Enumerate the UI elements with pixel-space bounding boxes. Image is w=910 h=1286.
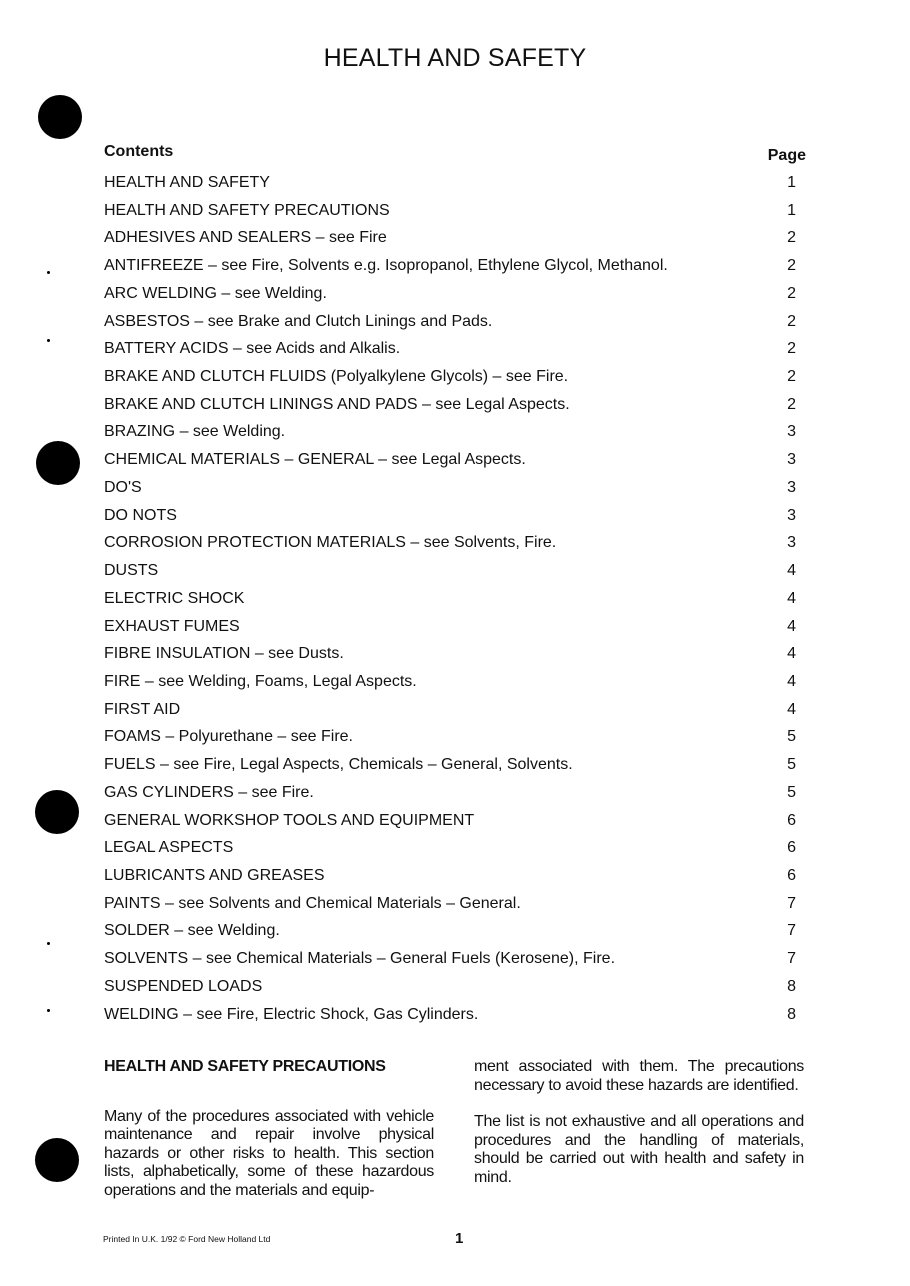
toc-entry-label: BRAKE AND CLUTCH LININGS AND PADS – see Legal Aspects. xyxy=(104,395,570,413)
precautions-right-column xyxy=(474,1058,804,1205)
toc-entry xyxy=(104,197,806,225)
toc-entry xyxy=(104,585,806,613)
toc-entry xyxy=(104,169,806,197)
toc-entry-label: HEALTH AND SAFETY PRECAUTIONS xyxy=(104,201,390,219)
scan-speck xyxy=(47,339,50,342)
page-title: HEALTH AND SAFETY xyxy=(323,44,587,72)
toc-entry-label: FIRST AID xyxy=(104,700,181,718)
toc-entry-label: FOAMS – Polyurethane – see Fire. xyxy=(104,728,353,746)
toc-entry-page: 1 xyxy=(787,174,796,191)
toc-entry xyxy=(104,557,806,585)
toc-entry-page: 2 xyxy=(787,229,796,247)
toc-entry-page: 8 xyxy=(787,1005,796,1023)
toc-entry-label: LUBRICANTS AND GREASES xyxy=(104,866,325,884)
toc-entry-page: 8 xyxy=(787,977,796,995)
scan-speck xyxy=(47,942,50,945)
precautions-paragraph-1-end: ment associated with them. The precautions necessary to avoid these hazards are identified. xyxy=(474,1058,804,1094)
toc-entry-label: DO NOTS xyxy=(104,506,177,524)
toc-entry-page: 4 xyxy=(787,562,796,580)
toc-entry-page: 4 xyxy=(787,617,796,635)
toc-entry-label: DO'S xyxy=(104,478,142,496)
toc-entry xyxy=(104,668,806,696)
toc-entry xyxy=(104,308,806,336)
toc-entry-page: 7 xyxy=(787,894,796,912)
toc-entry xyxy=(104,640,806,668)
toc-entry xyxy=(104,917,806,945)
punch-hole xyxy=(38,95,82,139)
toc-entry xyxy=(104,502,806,530)
toc-entry-page: 3 xyxy=(787,534,796,552)
toc-entry-label: SOLVENTS – see Chemical Materials – General Fuels (Kerosene), Fire. xyxy=(104,950,616,968)
toc-entry-label: HEALTH AND SAFETY xyxy=(104,174,270,191)
toc-entry-page: 3 xyxy=(787,478,796,496)
toc-entry xyxy=(104,613,806,641)
toc-entry-page: 5 xyxy=(787,728,796,746)
toc-header xyxy=(104,141,806,169)
toc-entry-page: 2 xyxy=(787,257,796,275)
toc-entry xyxy=(104,779,806,807)
contents-heading: Contents xyxy=(104,143,174,160)
toc-entry xyxy=(104,945,806,973)
page-number: 1 xyxy=(455,1230,464,1247)
toc-entry-page: 6 xyxy=(787,811,796,829)
toc-entry-label: SUSPENDED LOADS xyxy=(104,977,263,995)
toc-entry-page: 6 xyxy=(787,866,796,884)
toc-entry-label: ELECTRIC SHOCK xyxy=(104,589,245,607)
toc-entry xyxy=(104,280,806,308)
precautions-heading: HEALTH AND SAFETY PRECAUTIONS xyxy=(104,1058,386,1075)
toc-entry xyxy=(104,446,806,474)
toc-entry xyxy=(104,696,806,724)
toc-entry xyxy=(104,973,806,1001)
toc-entry-page: 4 xyxy=(787,672,796,690)
page-heading: Page xyxy=(767,147,806,164)
toc-entry-label: DUSTS xyxy=(104,562,159,580)
toc-entry-page: 3 xyxy=(787,423,796,441)
toc-entry-page: 1 xyxy=(787,201,796,219)
toc-entry-label: BRAZING – see Welding. xyxy=(104,423,286,441)
toc-entry-page: 4 xyxy=(787,700,796,718)
toc-entry-page: 2 xyxy=(787,312,796,330)
toc-entry-page: 6 xyxy=(787,839,796,857)
toc-entry-page: 3 xyxy=(787,506,796,524)
printed-notice: Printed In U.K. 1/92 © Ford New Holland Ltd xyxy=(103,1234,271,1244)
toc-entry-label: FIBRE INSULATION – see Dusts. xyxy=(104,645,344,663)
toc-entry xyxy=(104,363,806,391)
toc-entry-page: 5 xyxy=(787,783,796,801)
toc-entry-label: FUELS – see Fire, Legal Aspects, Chemicals – General, Solvents. xyxy=(104,756,573,774)
toc-entry xyxy=(104,335,806,363)
toc-entry xyxy=(104,529,806,557)
toc-entry-label: ARC WELDING – see Welding. xyxy=(104,284,327,302)
toc-entry-label: ADHESIVES AND SEALERS – see Fire xyxy=(104,229,387,247)
toc-entry-label: LEGAL ASPECTS xyxy=(104,839,234,857)
toc-entry xyxy=(104,418,806,446)
toc-entry xyxy=(104,890,806,918)
toc-entry-page: 5 xyxy=(787,756,796,774)
punch-hole xyxy=(36,441,80,485)
toc-entry-page: 7 xyxy=(787,950,796,968)
toc-entry-label: PAINTS – see Solvents and Chemical Materials – General. xyxy=(104,894,521,912)
precautions-left-column xyxy=(104,1058,434,1218)
toc-entry-label: BRAKE AND CLUTCH FLUIDS (Polyalkylene Glycols) – see Fire. xyxy=(104,368,569,386)
precautions-paragraph-2: The list is not exhaustive and all operations and procedures and the handling of materials, should be carried out with health and safety in mind. xyxy=(474,1113,804,1186)
toc-entry-page: 3 xyxy=(787,451,796,469)
toc-entry xyxy=(104,224,806,252)
toc-entry-label: CHEMICAL MATERIALS – GENERAL – see Legal Aspects. xyxy=(104,451,526,469)
toc-entry-label: ANTIFREEZE – see Fire, Solvents e.g. Isopropanol, Ethylene Glycol, Methanol. xyxy=(104,257,668,275)
table-of-contents xyxy=(104,141,806,1028)
scan-speck xyxy=(47,1009,50,1012)
toc-entry-label: ASBESTOS – see Brake and Clutch Linings and Pads. xyxy=(104,312,493,330)
toc-entry xyxy=(104,751,806,779)
toc-entry-page: 7 xyxy=(787,922,796,940)
toc-entry xyxy=(104,474,806,502)
punch-hole xyxy=(35,1138,79,1182)
toc-entry xyxy=(104,252,806,280)
toc-entry-label: SOLDER – see Welding. xyxy=(104,922,280,940)
toc-entry-label: GENERAL WORKSHOP TOOLS AND EQUIPMENT xyxy=(104,811,475,829)
toc-entry-label: EXHAUST FUMES xyxy=(104,617,240,635)
toc-entry-page: 2 xyxy=(787,284,796,302)
toc-entry-page: 4 xyxy=(787,589,796,607)
toc-entry xyxy=(104,391,806,419)
toc-entry-label: CORROSION PROTECTION MATERIALS – see Solvents, Fire. xyxy=(104,534,557,552)
toc-entry-page: 4 xyxy=(787,645,796,663)
toc-entry xyxy=(104,723,806,751)
toc-entry xyxy=(104,862,806,890)
toc-entry-label: BATTERY ACIDS – see Acids and Alkalis. xyxy=(104,340,401,358)
toc-entry-label: FIRE – see Welding, Foams, Legal Aspects. xyxy=(104,672,417,690)
toc-entry-label: GAS CYLINDERS – see Fire. xyxy=(104,783,314,801)
toc-entry-page: 2 xyxy=(787,395,796,413)
scan-speck xyxy=(47,271,50,274)
punch-hole xyxy=(35,790,79,834)
toc-entry xyxy=(104,807,806,835)
toc-entry xyxy=(104,1001,806,1029)
precautions-paragraph-1-start: Many of the procedures associated with vehicle maintenance and repair involve physical hazards or other risks to health. This section lists, alphabetically, some of these hazardous operations and the materials and equip- xyxy=(104,1107,434,1199)
toc-entry-page: 2 xyxy=(787,368,796,386)
toc-entry xyxy=(104,834,806,862)
toc-entry-label: WELDING – see Fire, Electric Shock, Gas Cylinders. xyxy=(104,1005,479,1023)
toc-entry-page: 2 xyxy=(787,340,796,358)
